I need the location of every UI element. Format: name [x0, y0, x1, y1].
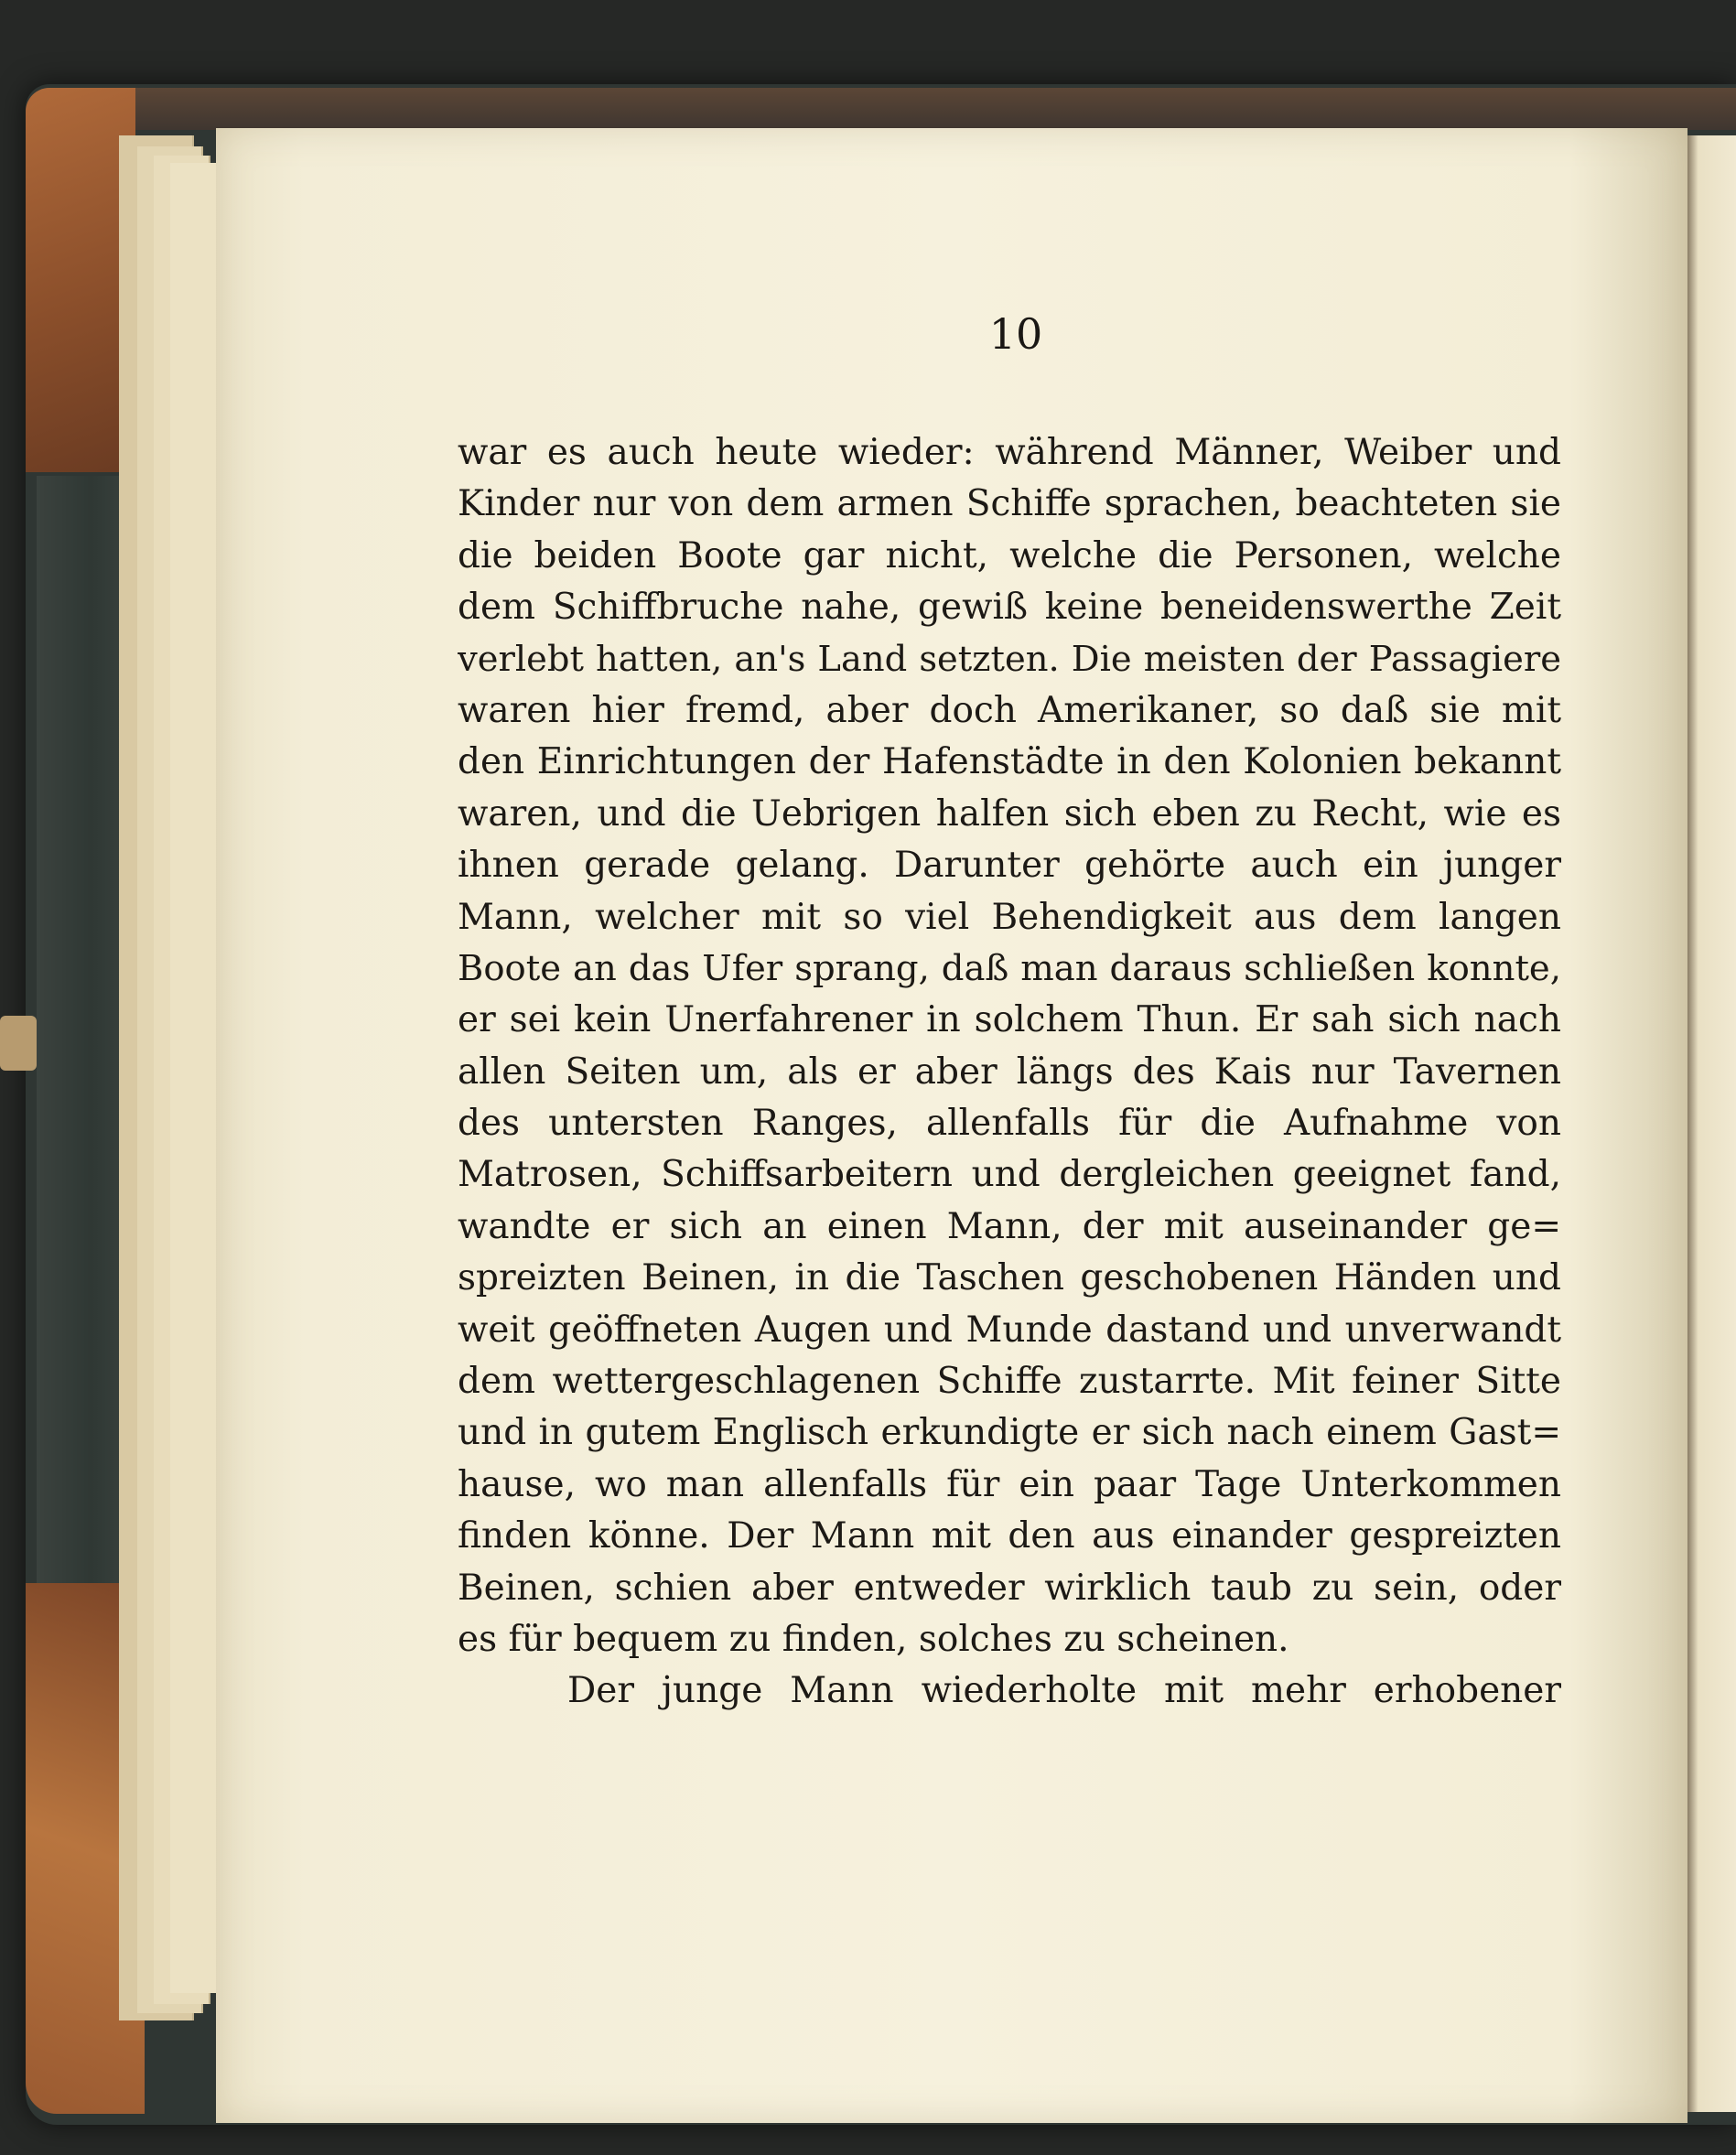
facing-page-edge: [1682, 135, 1736, 2112]
text-line: die beiden Boote gar nicht, welche die Personen, welche: [458, 534, 1561, 576]
text-line: waren, und die Uebrigen halfen sich eben zu Recht, wie es: [458, 792, 1561, 835]
text-line: dem wettergeschlagenen Schiffe zustarrte. Mit feiner Sitte: [458, 1361, 1561, 1403]
text-line: es für bequem zu finden, solches zu scheinen.: [458, 1618, 1289, 1660]
text-line: er sei kein Unerfahrener in solchem Thun. Er sah sich nach: [458, 999, 1561, 1041]
text-line: finden könne. Der Mann mit den aus einander gespreizten: [458, 1515, 1561, 1557]
clasp-tab: [0, 1016, 37, 1071]
text-line: Kinder nur von dem armen Schiffe sprachen, beachteten sie: [458, 483, 1561, 525]
text-line: Beinen, schien aber entweder wirklich taub zu sein, oder: [458, 1567, 1561, 1609]
page-text: [458, 427, 1561, 1718]
text-line: ihnen gerade gelang. Darunter gehörte auch ein junger: [458, 845, 1561, 887]
text-line: verlebt hatten, an's Land setzten. Die meisten der Passagiere: [458, 638, 1561, 680]
cover-leather-top: [26, 88, 1736, 130]
text-line: hause, wo man allenfalls für ein paar Tage Unterkommen: [458, 1463, 1561, 1505]
text-line: waren hier fremd, aber doch Amerikaner, so daß sie mit: [458, 689, 1561, 731]
text-line: dem Schiffbruche nahe, gewiß keine beneidenswerthe Zeit: [458, 587, 1561, 629]
text-line: den Einrichtungen der Hafenstädte in den Kolonien bekannt: [458, 741, 1561, 783]
text-line: Matrosen, Schiffsarbeitern und dergleichen geeignet fand,: [458, 1154, 1561, 1196]
text-line: war es auch heute wieder: während Männer, Weiber und: [458, 432, 1561, 473]
text-line: des untersten Ranges, allenfalls für die Aufnahme von: [458, 1103, 1561, 1145]
text-line: wandte er sich an einen Mann, der mit auseinander ge=: [458, 1205, 1561, 1247]
text-line: Der junge Mann wiederholte mit mehr erhobener: [567, 1670, 1561, 1712]
text-line: Mann, welcher mit so viel Behendigkeit aus dem langen: [458, 896, 1561, 938]
cover-cloth: [37, 476, 128, 1583]
page-number: 10: [988, 309, 1043, 359]
text-line: spreizten Beinen, in die Taschen geschobenen Händen und: [458, 1257, 1561, 1299]
text-line: Boote an das Ufer sprang, daß man daraus schließen konnte,: [458, 947, 1561, 989]
text-line: und in gutem Englisch erkundigte er sich nach einem Gast=: [458, 1412, 1561, 1454]
page-edge: [170, 163, 218, 1993]
text-line: allen Seiten um, als er aber längs des Kais nur Tavernen: [458, 1051, 1561, 1093]
text-line: weit geöffneten Augen und Munde dastand und unverwandt: [458, 1309, 1561, 1351]
